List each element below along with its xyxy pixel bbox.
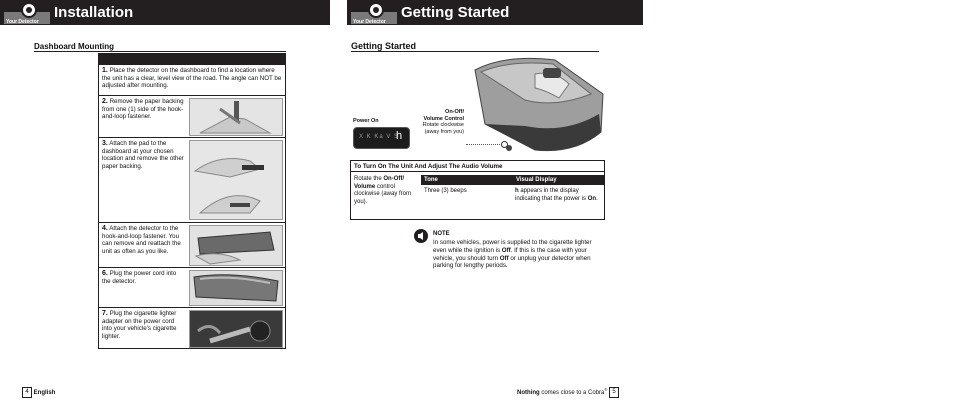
page-title: Installation bbox=[54, 4, 134, 21]
left-footer bbox=[22, 387, 55, 398]
volume-control-label: On-Off/ Volume Control Rotate clockwise (away from you) bbox=[422, 109, 464, 135]
page-number: 5 bbox=[609, 387, 619, 398]
note-icon bbox=[414, 229, 428, 243]
plugging-power-cord-photo bbox=[189, 270, 283, 306]
table-instruction: Rotate the On-Off/ Volume control clockwise (away from you). bbox=[354, 176, 412, 205]
step-1: 1. Place the detector on the dashboard to find a location where the unit has a clear, level view of the road. The angle can NOT be adjusted after mounting. bbox=[102, 67, 282, 90]
display-panel bbox=[353, 127, 410, 149]
footer-language: English bbox=[33, 390, 56, 397]
header-subtitle: Your Detector bbox=[6, 19, 39, 25]
steps-box bbox=[98, 53, 286, 349]
steps-header-band bbox=[99, 54, 285, 65]
attaching-pad-photo bbox=[189, 140, 283, 220]
leader-dot bbox=[501, 141, 508, 148]
power-on-table bbox=[350, 160, 605, 220]
step-2: 2. Remove the paper backing from one (1) side of the hook-and-loop fastener. bbox=[99, 95, 285, 137]
power-on-label: Power On bbox=[353, 118, 379, 124]
step-7: 7. Plug the cigarette lighter adapter on the power cord into your vehicle's cigarette lighter. bbox=[99, 307, 285, 348]
note-text: In some vehicles, power is supplied to the cigarette lighter even while the ignition is Off. If this is the case with your vehicle, you should turn Off or unplug your detector when parking for lengthy periods. bbox=[433, 239, 592, 270]
radar-detector-icon bbox=[21, 2, 37, 18]
right-footer: Nothing comes close to a Cobra® 5 bbox=[517, 387, 619, 398]
step-text: Remove the paper backing from one (1) side of the hook-and-loop fastener. bbox=[102, 98, 184, 121]
step-6: 6. Plug the power cord into the detector. bbox=[99, 267, 285, 307]
section-rule bbox=[34, 51, 286, 52]
visual-display-value: h appears in the display indicating that the power is On. bbox=[515, 188, 598, 202]
tone-value: Three (3) beeps bbox=[424, 188, 467, 194]
leader-line bbox=[466, 144, 502, 145]
tone-column-header: Tone bbox=[421, 175, 513, 185]
power-indicator-glyph: h bbox=[396, 130, 403, 142]
your-detector-badge bbox=[4, 2, 50, 24]
step-text: Place the detector on the dashboard to find a location where the unit has a clear, level view of the road. The angle can NOT be adjusted after mounting. bbox=[102, 67, 282, 90]
note-title: NOTE bbox=[433, 231, 450, 237]
right-header-bar bbox=[347, 0, 643, 25]
table-title: To Turn On The Unit And Adjust The Audio Volume bbox=[351, 161, 604, 172]
section-rule bbox=[351, 51, 599, 52]
step-3: 3. Attach the pad to the dashboard at your chosen location and remove the other paper backing. bbox=[99, 137, 285, 222]
page-title: Getting Started bbox=[401, 4, 510, 21]
section-title: Getting Started bbox=[351, 41, 417, 51]
attaching-detector-photo bbox=[189, 225, 283, 266]
header-subtitle: Your Detector bbox=[353, 19, 386, 25]
peeling-backing-photo bbox=[189, 98, 283, 136]
page-number: 4 bbox=[22, 387, 32, 398]
radar-detector-icon bbox=[368, 2, 384, 18]
your-detector-badge bbox=[351, 2, 397, 24]
visual-display-column-header: Visual Display bbox=[513, 175, 604, 185]
left-header-bar bbox=[0, 0, 330, 25]
step-text: Plug the cigarette lighter adapter on the power cord into your vehicle's cigarette lighter. bbox=[102, 310, 177, 340]
radar-detector-illustration bbox=[465, 54, 605, 158]
step-text: Attach the detector to the hook-and-loop fastener. You can remove and reattach the unit as often as you like. bbox=[102, 225, 181, 255]
step-text: Attach the pad to the dashboard at your chosen location and remove the other paper backing. bbox=[102, 140, 184, 170]
display-bands-text: X K Ka V S bbox=[359, 134, 400, 140]
step-4: 4. Attach the detector to the hook-and-loop fastener. You can remove and reattach the unit as often as you like. bbox=[99, 222, 285, 267]
cigarette-lighter-photo bbox=[189, 310, 283, 348]
step-text: Plug the power cord into the detector. bbox=[102, 270, 177, 285]
section-title: Dashboard Mounting bbox=[34, 42, 114, 51]
